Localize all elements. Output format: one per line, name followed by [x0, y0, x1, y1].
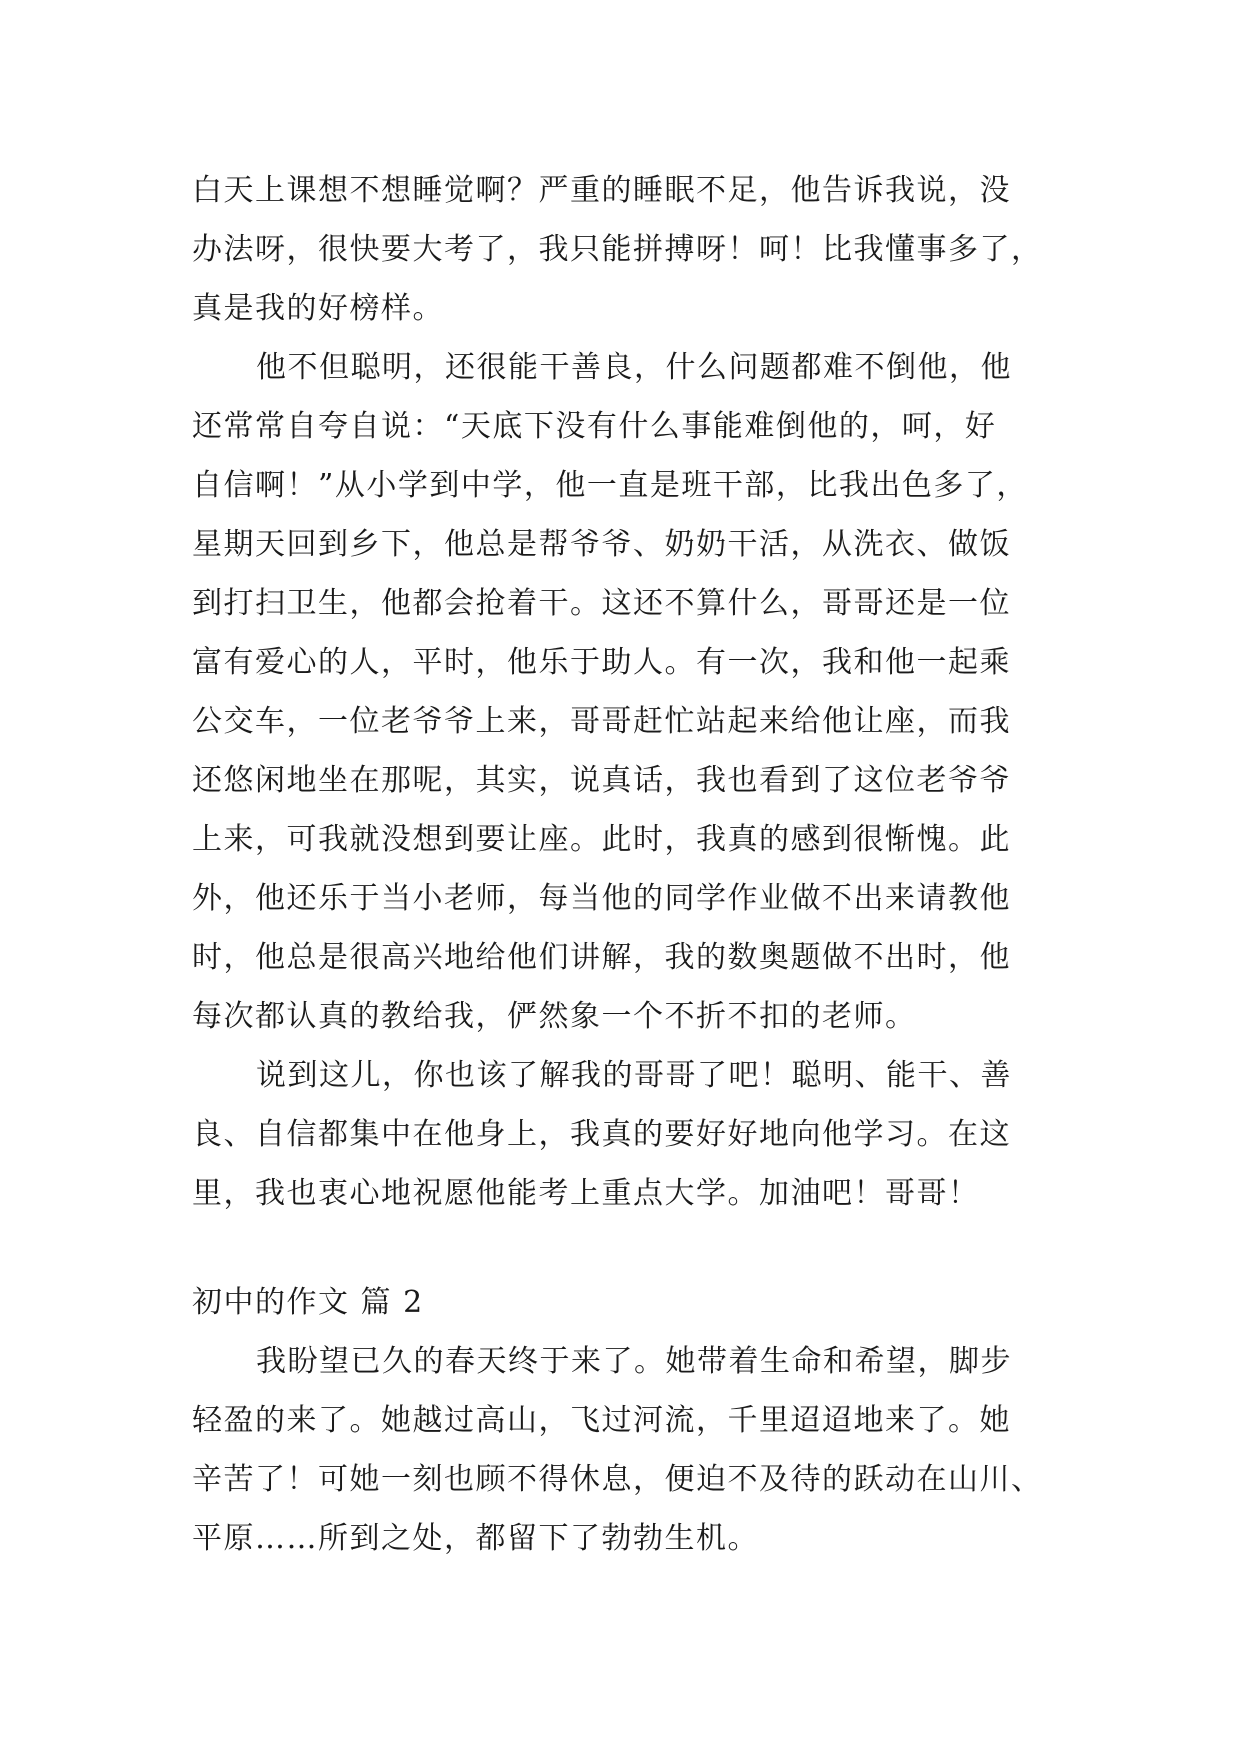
section-heading: 初中的作文 篇 2	[192, 1285, 424, 1320]
text-line: 办法呀，很快要大考了，我只能拼搏呀！呵！比我懂事多了，	[192, 232, 1043, 267]
text-line: 自信啊！”从小学到中学，他一直是班干部，比我出色多了，	[192, 468, 1028, 503]
text-line: 外，他还乐于当小老师，每当他的同学作业做不出来请教他	[192, 881, 1011, 916]
text-line: 说到这儿，你也该了解我的哥哥了吧！聪明、能干、善	[256, 1058, 1012, 1093]
text-line: 上来，可我就没想到要让座。此时，我真的感到很惭愧。此	[192, 822, 1011, 857]
text-line: 他不但聪明，还很能干善良，什么问题都难不倒他，他	[256, 350, 1012, 385]
text-line: 真是我的好榜样。	[192, 291, 444, 326]
text-line: 还悠闲地坐在那呢，其实，说真话，我也看到了这位老爷爷	[192, 763, 1011, 798]
text-line: 良、自信都集中在他身上，我真的要好好地向他学习。在这	[192, 1117, 1011, 1152]
text-line: 公交车，一位老爷爷上来，哥哥赶忙站起来给他让座，而我	[192, 704, 1011, 739]
text-line: 还常常自夸自说：“天底下没有什么事能难倒他的，呵，好	[192, 409, 997, 444]
text-line: 轻盈的来了。她越过高山，飞过河流，千里迢迢地来了。她	[192, 1403, 1011, 1438]
text-line: 每次都认真的教给我，俨然象一个不折不扣的老师。	[192, 999, 917, 1034]
text-line: 里，我也衷心地祝愿他能考上重点大学。加油吧！哥哥！	[192, 1176, 980, 1211]
text-line: 我盼望已久的春天终于来了。她带着生命和希望，脚步	[256, 1344, 1012, 1379]
text-line: 白天上课想不想睡觉啊？严重的睡眠不足，他告诉我说，没	[192, 173, 1011, 208]
text-line: 辛苦了！可她一刻也顾不得休息，便迫不及待的跃动在山川、	[192, 1462, 1043, 1497]
text-line: 时，他总是很高兴地给他们讲解，我的数奥题做不出时，他	[192, 940, 1011, 975]
text-line: 平原……所到之处，都留下了勃勃生机。	[192, 1521, 759, 1556]
text-line: 富有爱心的人，平时，他乐于助人。有一次，我和他一起乘	[192, 645, 1011, 680]
text-line: 到打扫卫生，他都会抢着干。这还不算什么，哥哥还是一位	[192, 586, 1011, 621]
text-line: 星期天回到乡下，他总是帮爷爷、奶奶干活，从洗衣、做饭	[192, 527, 1011, 562]
